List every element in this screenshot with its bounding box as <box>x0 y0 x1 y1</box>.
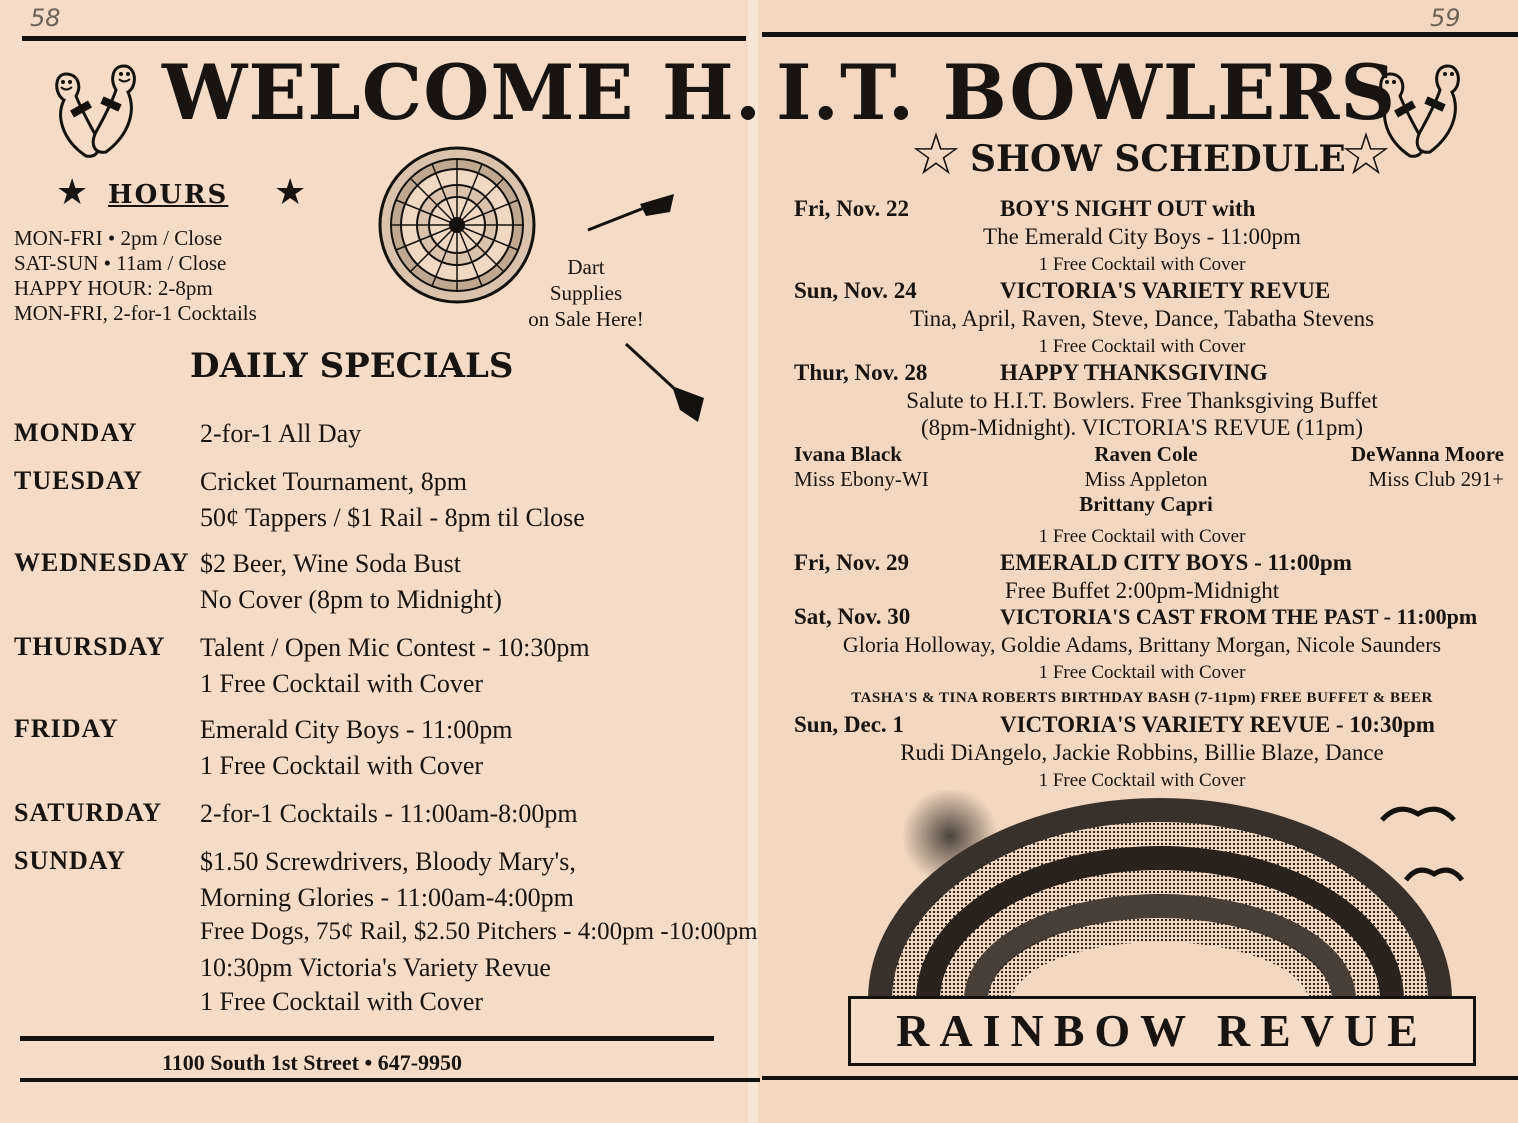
event-date: Sun, Dec. 1 <box>794 712 904 737</box>
performer-name: Ivana Black <box>794 442 902 466</box>
top-rule-right <box>762 32 1518 37</box>
star-icon: ★ <box>56 172 89 213</box>
performer-title: Miss Ebony-WI <box>794 467 929 491</box>
event-cover-note: 1 Free Cocktail with Cover <box>1038 770 1246 791</box>
star-icon: ☆ <box>1340 120 1392 188</box>
special-line: $1.50 Screwdrivers, Bloody Mary's, <box>200 847 576 876</box>
day-label: SATURDAY <box>14 798 163 827</box>
special-line: 2-for-1 All Day <box>200 419 362 448</box>
title-right: I.T. BOWLERS <box>776 48 1397 137</box>
event-title: VICTORIA'S VARIETY REVUE - 10:30pm <box>1000 712 1435 737</box>
bird-icon <box>1380 800 1456 824</box>
bird-icon <box>1404 862 1464 884</box>
performer <box>794 442 929 492</box>
page-gutter <box>748 0 758 1123</box>
event-subtitle: The Emerald City Boys - 11:00pm <box>983 224 1301 249</box>
event-date: Fri, Nov. 22 <box>794 196 909 221</box>
dart-note-line: Supplies <box>549 281 623 305</box>
event-subtitle: Free Buffet 2:00pm-Midnight <box>1004 578 1280 603</box>
bowling-pins-icon <box>46 56 146 166</box>
event-date: Sun, Nov. 24 <box>794 278 917 303</box>
event-subtitle: Rudi DiAngelo, Jackie Robbins, Billie Blaze, Dance <box>900 740 1384 765</box>
day-label: TUESDAY <box>14 466 143 495</box>
performer-title: Miss Club 291+ <box>1368 467 1504 491</box>
star-icon: ☆ <box>910 120 962 188</box>
special-line: 1 Free Cocktail with Cover <box>200 987 484 1016</box>
dart-note-line: on Sale Here! <box>528 307 644 331</box>
day-label: WEDNESDAY <box>14 548 190 577</box>
rainbow-revue-logo <box>848 996 1476 1066</box>
special-line: 2-for-1 Cocktails - 11:00am-8:00pm <box>200 799 578 828</box>
top-rule-left <box>22 36 746 41</box>
hours-line: HAPPY HOUR: 2-8pm <box>14 276 213 300</box>
event-title: VICTORIA'S VARIETY REVUE <box>1000 278 1331 303</box>
special-line: 1 Free Cocktail with Cover <box>200 669 484 698</box>
event-date: Fri, Nov. 29 <box>794 550 909 575</box>
title-left: WELCOME H. <box>162 48 763 137</box>
special-line: Talent / Open Mic Contest - 10:30pm <box>200 633 590 662</box>
day-label: SUNDAY <box>14 846 126 875</box>
special-line: Emerald City Boys - 11:00pm <box>200 715 513 744</box>
event-date: Sat, Nov. 30 <box>794 604 911 629</box>
performer <box>1324 442 1504 492</box>
hours-line: MON-FRI, 2-for-1 Cocktails <box>14 301 257 325</box>
hours-heading: HOURS <box>108 180 229 210</box>
special-line: Cricket Tournament, 8pm <box>200 467 468 496</box>
hours-line: MON-FRI • 2pm / Close <box>14 226 223 250</box>
event-subtitle: (8pm-Midnight). VICTORIA'S REVUE (11pm) <box>921 415 1363 440</box>
performer-name: Brittany Capri <box>1079 492 1213 516</box>
dart-icon <box>584 190 678 236</box>
bottom-rule-left <box>20 1036 714 1041</box>
special-line: Morning Glories - 11:00am-4:00pm <box>200 883 574 912</box>
day-label: MONDAY <box>14 418 138 447</box>
footer-rule-right <box>762 1076 1518 1080</box>
page-number-right: 59 <box>1430 4 1461 32</box>
show-schedule-heading: SHOW SCHEDULE <box>970 138 1346 180</box>
dart-note-line: Dart <box>567 255 605 279</box>
footer-rule-left <box>20 1078 760 1082</box>
event-cover-note: 1 Free Cocktail with Cover <box>1038 526 1246 547</box>
dart-icon-lower <box>622 340 712 426</box>
logo-text: RAINBOW REVUE <box>896 1005 1428 1056</box>
event-title: BOY'S NIGHT OUT with <box>1000 196 1256 221</box>
day-label: FRIDAY <box>14 714 119 743</box>
performer-title: Miss Appleton <box>1084 467 1208 491</box>
event-cover-note: 1 Free Cocktail with Cover <box>1038 662 1246 683</box>
daily-specials-heading: DAILY SPECIALS <box>190 346 514 386</box>
performer-name: DeWanna Moore <box>1350 442 1504 466</box>
event-title: VICTORIA'S CAST FROM THE PAST - 11:00pm <box>1000 604 1478 629</box>
special-line: 10:30pm Victoria's Variety Revue <box>200 953 551 982</box>
performer <box>1046 442 1246 517</box>
event-subtitle: Salute to H.I.T. Bowlers. Free Thanksgiving Buffet <box>906 388 1378 413</box>
event-subtitle: Tina, April, Raven, Steve, Dance, Tabatha Stevens <box>909 306 1375 331</box>
special-line: Free Dogs, 75¢ Rail, $2.50 Pitchers - 4:00pm -10:00pm <box>200 918 758 945</box>
special-line: 50¢ Tappers / $1 Rail - 8pm til Close <box>200 503 585 532</box>
address: 1100 South 1st Street • 647-9950 <box>162 1050 463 1075</box>
event-title: EMERALD CITY BOYS - 11:00pm <box>1000 550 1352 575</box>
performer-name: Raven Cole <box>1094 442 1198 466</box>
special-line: 1 Free Cocktail with Cover <box>200 751 484 780</box>
hours-line: SAT-SUN • 11am / Close <box>14 251 227 275</box>
event-date: Thur, Nov. 28 <box>794 360 928 385</box>
event-cover-note: 1 Free Cocktail with Cover <box>1038 254 1246 275</box>
event-subtitle: Gloria Holloway, Goldie Adams, Brittany Morgan, Nicole Saunders <box>842 632 1442 657</box>
special-line: No Cover (8pm to Midnight) <box>200 585 502 614</box>
star-icon: ★ <box>274 172 307 213</box>
event-note: TASHA'S & TINA ROBERTS BIRTHDAY BASH (7-11pm) FREE BUFFET & BEER <box>851 690 1433 706</box>
event-cover-note: 1 Free Cocktail with Cover <box>1038 336 1246 357</box>
special-line: $2 Beer, Wine Soda Bust <box>200 549 462 578</box>
day-label: THURSDAY <box>14 632 166 661</box>
event-title: HAPPY THANKSGIVING <box>1000 360 1268 385</box>
page-number-left: 58 <box>30 4 61 32</box>
dart-note <box>506 254 666 332</box>
